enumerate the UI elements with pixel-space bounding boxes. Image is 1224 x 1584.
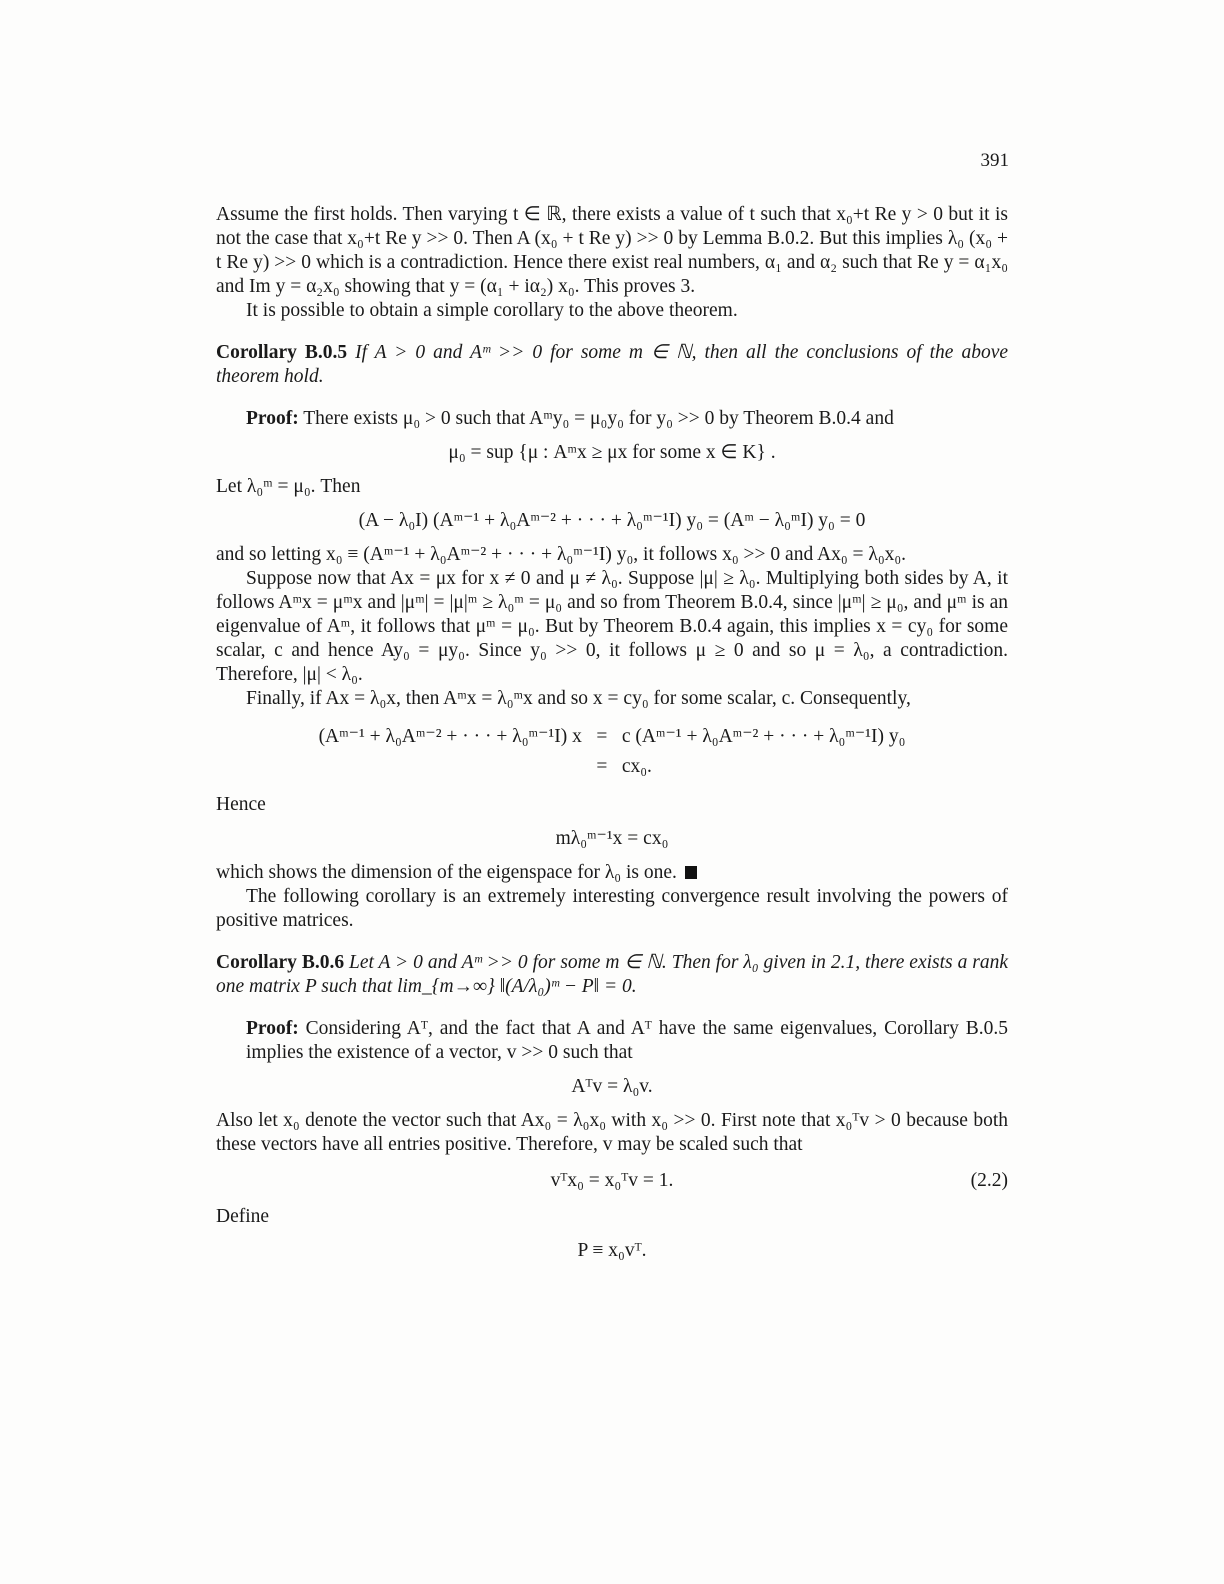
corollary-b05 (216, 341, 1008, 389)
paragraph-suppose: Suppose now that Ax = μx for x ≠ 0 and μ ≠ λ₀. Suppose |μ| ≥ λ₀. Multiplying both sides by A, it follows Aᵐx = μᵐx and |μᵐ| = |μ|ᵐ ≥ λ₀ᵐ = μ₀ and so from Theorem B.0.4, since |μᵐ| ≥ μ₀, and μᵐ is an eigenvalue of Aᵐ, it follows that μᵐ = μ₀. But by Theorem B.0.4 again, this implies x = cy₀ for some scalar, c and hence Ay₀ = μy₀. Since y₀ >> 0, it follows μ ≥ 0 and so μ = λ₀, a contradiction. Therefore, |μ| < λ₀. (216, 568, 1008, 685)
corollary-b06-label: Corollary B.0.6 (216, 952, 345, 973)
equation-dimension: mλ₀ᵐ⁻¹x = cx₀ (555, 828, 669, 849)
corollary-b06 (216, 951, 1008, 999)
align-rhs-1: c (Aᵐ⁻¹ + λ₀Aᵐ⁻² + · · · + λ₀ᵐ⁻¹I) y₀ (621, 726, 906, 747)
corollary-b05-text: If A > 0 and Aᵐ >> 0 for some m ∈ ℕ, then all the conclusions of the above theorem hold. (216, 342, 1008, 387)
proof-b06-text: Considering Aᵀ, and the fact that A and Aᵀ have the same eigenvalues, Corollary B.0.5 implies the existence of a vector, v >> 0 such that (246, 1018, 1008, 1063)
align-rhs-2: cx₀. (621, 756, 652, 777)
proof-b06 (216, 1017, 1008, 1065)
equation-P: P ≡ x₀vᵀ. (577, 1240, 647, 1261)
page-content (216, 203, 1008, 1273)
paragraph-also: Also let x₀ denote the vector such that Ax₀ = λ₀x₀ with x₀ >> 0. First note that x₀ᵀv > 0 because both these vectors have all entries positive. Therefore, v may be scaled such that (216, 1110, 1008, 1155)
equation-align (262, 725, 962, 779)
shows-text: which shows the dimension of the eigenspace for λ₀ is one. (216, 862, 677, 883)
page-number: 391 (980, 150, 1009, 171)
paragraph-following: The following corollary is an extremely interesting convergence result involving the powers of positive matrices. (216, 886, 1008, 931)
hence-line: Hence (216, 794, 266, 815)
equation-mu0: μ₀ = sup {μ : Aᵐx ≥ μx for some x ∈ K} . (448, 442, 776, 463)
paragraph-assume: Assume the first holds. Then varying t ∈ ℝ, there exists a value of t such that x₀+t Re y > 0 but it is not the case that x₀+t Re y >> 0. Then A (x₀ + t Re y) >> 0 by Lemma B.0.2. But this implies λ₀ (x₀ + t Re y) >> 0 which is a contradiction. Hence there exist real numbers, α₁ and α₂ such that Re y = α₁x₀ and Im y = α₂x₀ showing that y = (α₁ + iα₂) x₀. This proves 3. (216, 204, 1008, 297)
equation-scaling (216, 1169, 1008, 1193)
proof-label: Proof: (246, 408, 299, 429)
proof-b05 (216, 407, 1008, 431)
align-equals-1: = (596, 726, 608, 747)
proof-label-2: Proof: (246, 1018, 299, 1039)
define-line: Define (216, 1206, 270, 1227)
let-line: Let λ₀ᵐ = μ₀. Then (216, 476, 361, 497)
equation-number: (2.2) (970, 1170, 1008, 1191)
equation-atv: Aᵀv = λ₀v. (571, 1076, 653, 1097)
equation-factorization: (A − λ₀I) (Aᵐ⁻¹ + λ₀Aᵐ⁻² + · · · + λ₀ᵐ⁻¹I) y₀ = (Aᵐ − λ₀ᵐI) y₀ = 0 (358, 510, 866, 531)
paragraph-finally: Finally, if Ax = λ₀x, then Aᵐx = λ₀ᵐx and so x = cy₀ for some scalar, c. Consequently, (246, 688, 911, 709)
equation-scaling-body: vᵀx₀ = x₀ᵀv = 1. (550, 1170, 674, 1191)
qed-square-icon (685, 866, 697, 879)
paragraph-letting: and so letting x₀ ≡ (Aᵐ⁻¹ + λ₀Aᵐ⁻² + · · · + λ₀ᵐ⁻¹I) y₀, it follows x₀ >> 0 and Ax₀ = λ₀x₀. (216, 544, 907, 565)
corollary-b06-text: Let A > 0 and Aᵐ >> 0 for some m ∈ ℕ. Then for λ₀ given in 2.1, there exists a rank one matrix P such that lim_{m→∞} ‖(A/λ₀)ᵐ − P‖ = 0. (216, 952, 1009, 997)
paragraph-corollary-intro: It is possible to obtain a simple corollary to the above theorem. (246, 300, 738, 321)
corollary-b05-label: Corollary B.0.5 (216, 342, 348, 363)
proof-b05-text: There exists μ₀ > 0 such that Aᵐy₀ = μ₀y₀ for y₀ >> 0 by Theorem B.0.4 and (303, 408, 894, 429)
paragraph-shows (216, 861, 1008, 885)
align-equals-2: = (596, 756, 608, 777)
align-lhs: (Aᵐ⁻¹ + λ₀Aᵐ⁻² + · · · + λ₀ᵐ⁻¹I) x (318, 726, 582, 747)
